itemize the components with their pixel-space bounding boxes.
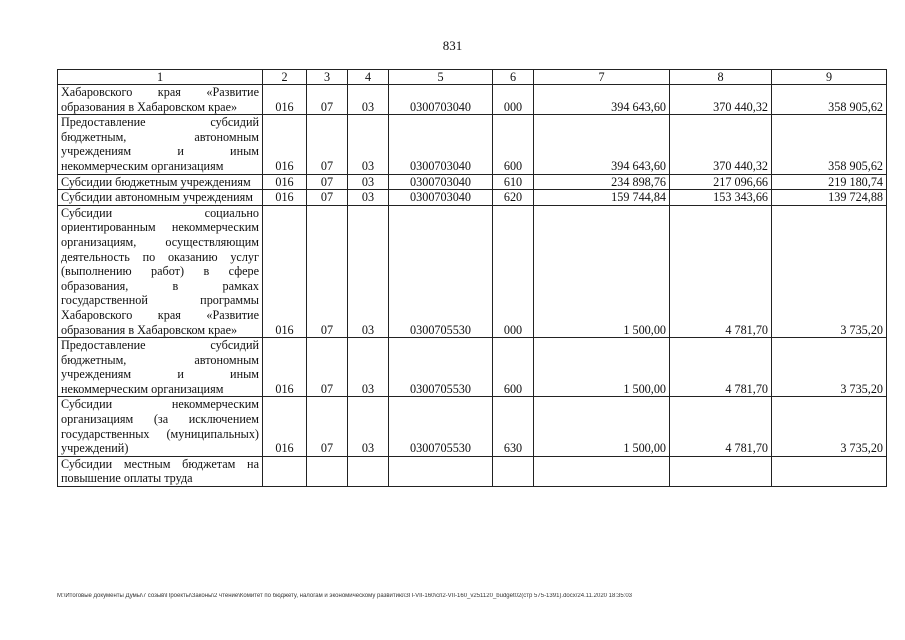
- amount-col8: 153 343,66: [670, 190, 772, 206]
- row-name: Субсидии социально ориентированным некоммерческим организациям, осуществляющим деятельность по оказанию услуг (выполнению работ) в сфере образования, в рамках государственной программы Хабаровского края «Развитие образования в Хабаровском крае»: [58, 205, 263, 337]
- expense-type-code: 600: [493, 115, 534, 174]
- target-article-code: 0300703040: [389, 115, 493, 174]
- section-code: [307, 456, 348, 486]
- amount-col9: 219 180,74: [772, 174, 887, 190]
- section-code: 07: [307, 205, 348, 337]
- table-header-row: [58, 70, 887, 85]
- amount-col7: 394 643,60: [534, 115, 670, 174]
- subsection-code: 03: [348, 205, 389, 337]
- target-article-code: 0300703040: [389, 190, 493, 206]
- ministry-code: 016: [263, 338, 307, 397]
- subsection-code: 03: [348, 174, 389, 190]
- target-article-code: 0300703040: [389, 85, 493, 115]
- table-row: [58, 205, 887, 337]
- amount-col9: 139 724,88: [772, 190, 887, 206]
- amount-col8: 4 781,70: [670, 205, 772, 337]
- expense-type-code: 630: [493, 397, 534, 456]
- amount-col9: 3 735,20: [772, 205, 887, 337]
- table-row: [58, 190, 887, 206]
- ministry-code: 016: [263, 190, 307, 206]
- amount-col7: [534, 456, 670, 486]
- ministry-code: 016: [263, 115, 307, 174]
- subsection-code: 03: [348, 190, 389, 206]
- target-article-code: 0300703040: [389, 174, 493, 190]
- row-name: Субсидии автономным учреждениям: [58, 190, 263, 206]
- column-header: 5: [389, 70, 493, 85]
- column-header: 9: [772, 70, 887, 85]
- column-header: 7: [534, 70, 670, 85]
- row-name: Предоставление субсидий бюджетным, автономным учреждениям и иным некоммерческим организациям: [58, 115, 263, 174]
- table-row: [58, 174, 887, 190]
- section-code: 07: [307, 397, 348, 456]
- amount-col8: 370 440,32: [670, 85, 772, 115]
- amount-col7: 1 500,00: [534, 205, 670, 337]
- section-code: 07: [307, 85, 348, 115]
- ministry-code: 016: [263, 85, 307, 115]
- row-name: Субсидии бюджетным учреждениям: [58, 174, 263, 190]
- amount-col7: 394 643,60: [534, 85, 670, 115]
- column-header: 2: [263, 70, 307, 85]
- amount-col9: 358 905,62: [772, 115, 887, 174]
- expense-type-code: 600: [493, 338, 534, 397]
- ministry-code: 016: [263, 174, 307, 190]
- amount-col7: 1 500,00: [534, 397, 670, 456]
- expense-type-code: [493, 456, 534, 486]
- amount-col8: 4 781,70: [670, 397, 772, 456]
- column-header: 3: [307, 70, 348, 85]
- expense-type-code: 000: [493, 205, 534, 337]
- target-article-code: 0300705530: [389, 397, 493, 456]
- row-name: Хабаровского края «Развитие образования в Хабаровском крае»: [58, 85, 263, 115]
- amount-col8: 217 096,66: [670, 174, 772, 190]
- table-row: [58, 115, 887, 174]
- target-article-code: 0300705530: [389, 338, 493, 397]
- amount-col9: 358 905,62: [772, 85, 887, 115]
- row-name: Субсидии местным бюджетам на повышение оплаты труда: [58, 456, 263, 486]
- target-article-code: [389, 456, 493, 486]
- section-code: 07: [307, 115, 348, 174]
- expense-type-code: 610: [493, 174, 534, 190]
- ministry-code: 016: [263, 397, 307, 456]
- subsection-code: 03: [348, 85, 389, 115]
- subsection-code: 03: [348, 338, 389, 397]
- expense-type-code: 620: [493, 190, 534, 206]
- column-header: 8: [670, 70, 772, 85]
- column-header: 4: [348, 70, 389, 85]
- target-article-code: 0300705530: [389, 205, 493, 337]
- subsection-code: 03: [348, 115, 389, 174]
- row-name: Субсидии некоммерческим организациям (за исключением государственных (муниципальных) учреждений): [58, 397, 263, 456]
- table-row: [58, 456, 887, 486]
- amount-col8: [670, 456, 772, 486]
- amount-col9: 3 735,20: [772, 338, 887, 397]
- subsection-code: [348, 456, 389, 486]
- amount-col9: [772, 456, 887, 486]
- amount-col7: 234 898,76: [534, 174, 670, 190]
- table-row: [58, 85, 887, 115]
- ministry-code: [263, 456, 307, 486]
- amount-col8: 370 440,32: [670, 115, 772, 174]
- column-header: 6: [493, 70, 534, 85]
- subsection-code: 03: [348, 397, 389, 456]
- row-name: Предоставление субсидий бюджетным, автономным учреждениям и иным некоммерческим организациям: [58, 338, 263, 397]
- amount-col9: 3 735,20: [772, 397, 887, 456]
- page-number: 831: [442, 38, 463, 53]
- column-header: 1: [58, 70, 263, 85]
- section-code: 07: [307, 190, 348, 206]
- table-row: [58, 338, 887, 397]
- amount-col7: 1 500,00: [534, 338, 670, 397]
- budget-table: [57, 69, 887, 487]
- file-path-footer: M:\Итоговые документы Думы\7 созыв\Проекты\Законы\2 чтение\Комитет по бюджету, налогам и экономическому развитию\ЗП-VII-160\сп2-VII-160_v251120_budget02(стр 575-1391).docx/24.11.2020 18:35:03: [57, 593, 633, 599]
- section-code: 07: [307, 338, 348, 397]
- amount-col7: 159 744,84: [534, 190, 670, 206]
- ministry-code: 016: [263, 205, 307, 337]
- amount-col8: 4 781,70: [670, 338, 772, 397]
- section-code: 07: [307, 174, 348, 190]
- expense-type-code: 000: [493, 85, 534, 115]
- table-row: [58, 397, 887, 456]
